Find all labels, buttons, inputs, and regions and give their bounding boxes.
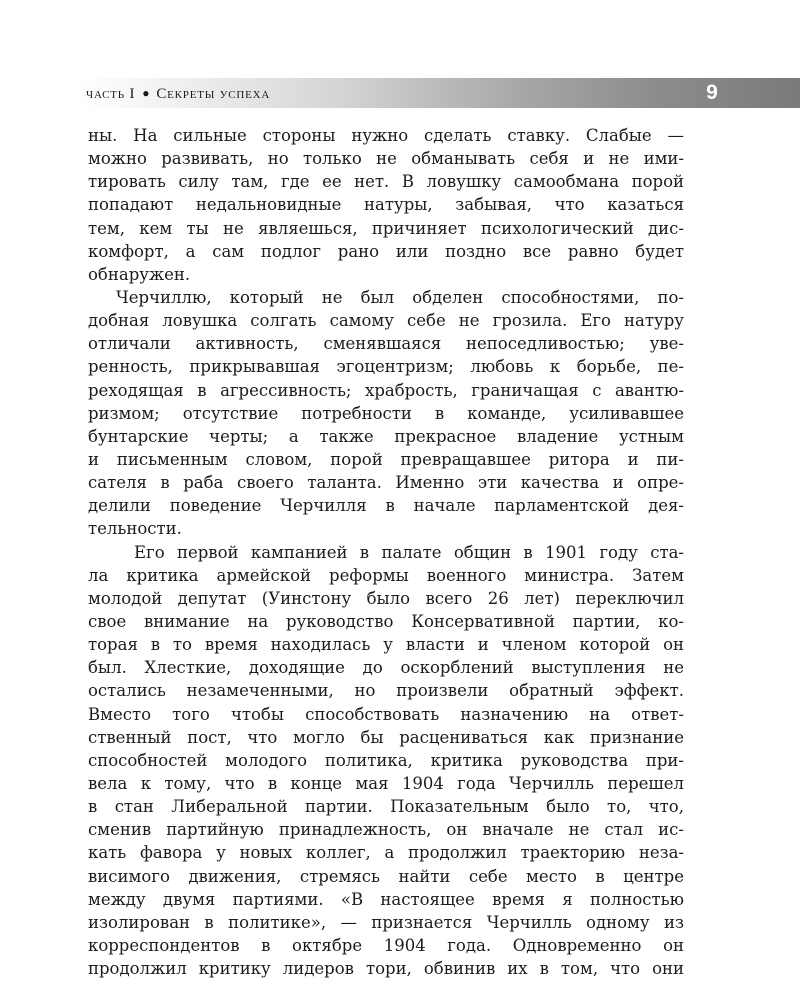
text-line: способностей молодого политика, критика руководства при- xyxy=(88,750,684,770)
text-line: можно развивать, но только не обманывать себя и не ими- xyxy=(88,149,684,169)
text-line: был. Хлесткие, доходящие до оскорблений выступления не xyxy=(88,658,684,678)
text-line: обнаружен. xyxy=(88,264,191,284)
bullet-icon: ● xyxy=(142,86,151,100)
text-line: реходящая в агрессивность; храбрость, граничащая с авантю- xyxy=(88,380,684,400)
text-line: тем, кем ты не являешься, причиняет психологический дис- xyxy=(88,218,684,238)
text-line: изолирован в политике», — признается Черчилль одному из xyxy=(88,912,684,932)
body-text xyxy=(88,124,684,980)
running-head xyxy=(86,83,270,104)
text-line: добная ловушка солгать самому себе не грозила. Его натуру xyxy=(88,311,684,331)
text-line: бунтарские черты; а также прекрасное владение устным xyxy=(88,426,684,446)
text-line: попадают недальновидные натуры, забывая, что казаться xyxy=(88,195,684,215)
text-line: ла критика армейской реформы военного министра. Затем xyxy=(88,565,684,585)
text-line: ренность, прикрывавшая эгоцентризм; любовь к борьбе, пе- xyxy=(88,357,684,377)
text-line: сателя в раба своего таланта. Именно эти качества и опре- xyxy=(88,473,684,493)
text-line: комфорт, а сам подлог рано или поздно все равно будет xyxy=(88,241,684,261)
text-line: тельности. xyxy=(88,519,182,539)
text-line: вела к тому, что в конце мая 1904 года Черчилль перешел xyxy=(88,773,684,793)
text-line: и письменным словом, порой превращавшее ритора и пи- xyxy=(88,449,684,469)
part-label: часть I xyxy=(86,86,136,102)
text-line: ственный пост, что могло бы расцениваться как признание xyxy=(88,727,684,747)
section-title: Секреты успеха xyxy=(156,86,271,102)
text-line: между двумя партиями. «В настоящее время я полностью xyxy=(88,889,684,909)
text-line: ны. На сильные стороны нужно сделать ставку. Слабые — xyxy=(88,126,684,145)
text-line: корреспондентов в октябре 1904 года. Одновременно он xyxy=(88,935,684,955)
text-line: остались незамеченными, но произвели обратный эффект. xyxy=(88,681,684,701)
text-line: кать фавора у новых коллег, а продолжил траекторию неза- xyxy=(88,843,684,863)
text-line: продолжил критику лидеров тори, обвинив их в том, что они xyxy=(88,959,684,979)
text-line: висимого движения, стремясь найти себе место в центре xyxy=(88,866,684,886)
text-line: молодой депутат (Уинстону было всего 26 лет) переключил xyxy=(88,588,684,608)
text-line: торая в то время находилась у власти и членом которой он xyxy=(88,635,684,655)
text-line: делили поведение Черчилля в начале парламентской дея- xyxy=(88,496,684,516)
text-line: тировать силу там, где ее нет. В ловушку самообмана порой xyxy=(88,172,684,192)
text-line: в стан Либеральной партии. Показательным было то, что, xyxy=(88,797,684,817)
page-number: 9 xyxy=(706,81,718,104)
text-line: свое внимание на руководство Консервативной партии, ко- xyxy=(88,611,684,631)
text-line: сменив партийную принадлежность, он вначале не стал ис- xyxy=(88,820,684,840)
text-line: отличали активность, сменявшаяся непоседливостью; уве- xyxy=(88,334,684,354)
text-line: Вместо того чтобы способствовать назначению на ответ- xyxy=(88,704,684,724)
text-line: ризмом; отсутствие потребности в команде, усиливавшее xyxy=(88,403,684,423)
text-line: Его первой кампанией в палате общин в 1901 году ста- xyxy=(134,542,684,562)
text-line: Черчиллю, который не был обделен способностями, по- xyxy=(116,287,684,307)
